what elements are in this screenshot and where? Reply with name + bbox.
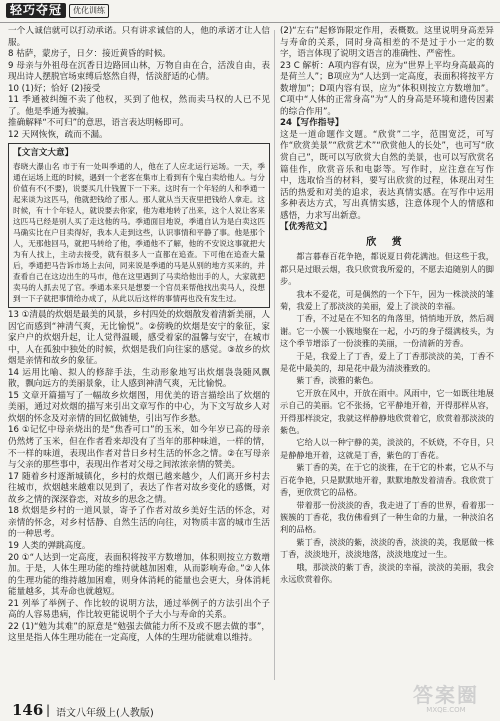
page-header [0,0,500,23]
answer-24-guide: 这是一道命题作文题。“欣赏”二字，范围宽泛，可写作“欣赏美景”“欣赏艺术”“欣赏他人的长处”，也可写“欣赏自己”，既可以写欣赏大自然的美景，也可以写欣赏名篇佳作，欣赏音乐和电影等。写作时，应注意在写作中，选取恰当的材料，要写出欣赏的过程，体现出对生活的热爱和对美的追求，表达真情实感。在写作中运用多种表达方式，写出真情实感，注意体现个人的情感和感悟，力求写出新意。 [280,129,494,221]
column-divider [274,30,275,680]
brand-logo: 轻巧夺冠 [6,3,66,18]
answer-23: 23 C 解析：A项内容有误，应为“世界上平均身高最高的是荷兰人”；B项应为“人达到一定高度，表面积将按平方数增加”；D项内容有误，应为“体积则按立方数增加”。C项中“人体的正常身高”为“人的身高是环境和遗传因素的综合作用”。 [280,60,494,117]
answer-top: 一个人诚信就可以打动承诺。只有讲求诚信的人，他的承诺才让人信服。 [8,26,270,48]
answer-24-title: 24【写作指导】 [280,118,344,129]
essay-paragraph: 我本不爱花，可是偶然的一个下午，因为一株淡淡的雏菊，我爱上了那淡淡的美丽，爱上了淡淡的幸福。 [280,288,494,312]
watermark-text: 答案圈 [413,683,479,707]
essay-paragraph: 带着那一份淡淡的香，我走进了丁香的世界，看着那一簇簇的丁香花，我仿佛看到了一种生命的力量，一种淡泊名利的品格。 [280,499,494,535]
answer-17: 17 随着乡村逐渐城镇化，乡村的炊烟已越来越少，人们离开乡村去往城市，炊烟越来越难以见到了，表达了作者对故乡变化的感慨，对故乡之情的深深眷恋，对故乡的思念之情。 [8,471,270,505]
book-title: 语文八年级上(人教版) [56,708,154,719]
answer-19: 19 人类的弹跳高度。 [8,540,91,551]
answer-11-note: 推确解释“不可归”的意思，语言表达明畅即可。 [8,118,189,129]
brand-tag: 优化训练 [69,4,109,18]
watermark-url: MXQE.COM [426,706,466,714]
essay-paragraph: 于是，我爱上了丁香，爱上了丁香那淡淡的美，丁香不是花中最美的，却是花中最为清淡雅致的。 [280,350,494,374]
essay-paragraph: 它给人以一种宁静的美，淡淡的，不妖娆，不夺目，只是静静地开着，这就是丁香，紫色的丁香花。 [280,437,494,460]
essay-paragraph: 哦，那淡淡的紫丁香，淡淡的幸福，淡淡的美丽，我会永远欣赏着你。 [280,561,494,584]
answer-22: 22 (1)“勉为其难”的原意是“勉强去做能力所不及或不愿去做的事”，这里是指人体生理功能在一定高度，人体的生理功能就难以维持。 [8,621,270,644]
answer-20: 20 ①“人达到一定高度，表面积将按平方数增加，体积则按立方数增加。于是，人体生理功能的维持就越加困难，从而影响寿命。”②人体的生理功能的维持越加困难，则身体消耗的能量也会更大，身体消耗能量越多，其寿命也就越短。 [8,552,270,598]
answer-15: 15 文章开篇描写了一幅故乡炊烟图，用优美的语言描绘出了炊烟的美丽，通过对炊烟的描写来引出文章写作的中心，为下文写故乡人对炊烟的怀念及对亲情的回忆做铺垫，引出写作乡愁。 [8,390,270,424]
essay-paragraph: 它开放在风中，开放在雨中。风雨中，它一如既往地展示自己的美丽。它不张扬，它平静地开着，开得那样从容，开得那样淡定，我就这样静静地欣赏着它，欣赏着那淡淡的紫色。 [280,387,494,436]
sample-essay-heading: 【优秀范文】 [280,222,332,233]
answer-13: 13 ①清晨的炊烟是最美的风景，乡村四处的炊烟散发着清新美丽，人因它而感到“神清气爽，无比愉悦”。②傍晚的炊烟是安宁的象征，家家户户的炊烟升起，让人觉得温暖，感受着家的温馨与安宁，在城市中，人在孤独中独处的时候，炊烟是我们向往家的感觉。③故乡的炊烟是亲情和故乡的象征。 [8,310,270,367]
answer-14: 14 运用比喻、拟人的修辞手法，生动形象地写出炊烟袅袅随风飘散，飘向远方的美丽景象，让人感到神清气爽，无比愉悦。 [8,367,270,390]
left-column [8,26,270,686]
essay-paragraph: 紫丁香，淡淡的紫，淡淡的香，淡淡的美，我愿做一株丁香，淡淡地开，淡淡地落，淡淡地度过一生。 [280,536,494,560]
box-title: 【文言文大意】 [13,148,74,159]
answer-21: 21 列举了举例子、作比较的说明方法，通过举例子的方法引出个子高的人容易患病，作比较更能说明个子大小与寿命的关系。 [8,598,270,621]
watermark-logo [396,684,496,718]
answer-9: 9 母亲与外祖母在沉香日边路回山林，万物自由在合，活泼自由，表现出诗人摆脱官场束缚后悠然自得，恬淡舒适的心情。 [8,60,270,83]
answer-22-b: (2)“左右”起修饰限定作用，表概数。这里说明身高差异与寿命的关系，同时身高相差的不是过于小一定的数字，语言体现了说明文语言的准确性、严密性。 [280,26,494,60]
right-column [280,26,494,686]
answer-8: 8 枯萨，蒙房子，日夕：接近黄昏的时候。 [8,49,171,60]
answer-11: 11 季通被纠缠不卖了他权，买到了他权，然而卖马权的人已不见了。他是季通为被骗。 [8,95,270,117]
classical-translation-box [8,143,270,308]
essay-paragraph: 紫丁香，淡雅的紫色。 [296,375,379,386]
essay-paragraph: 都言暮春百花争艳，都说夏日荷花满池。但这些于我，都只是过眼云烟，我只欣赏我所爱的，不愿去追随别人的脚步。 [280,251,494,287]
essay-paragraph: 紫丁香的美，在于它的淡雅，在于它的朴素，它从不与百花争艳，只是默默地开着，默默地散发着清香。我欣赏丁香，更欣赏它的品格。 [280,462,494,498]
brand [6,3,109,18]
answer-18: 18 炊烟是乡村的一道风景，寄予了作者对故乡美好生活的怀念，对亲情的怀念，对乡村恬静、自然生活的向往，对物质丰富的城市生活的一种思考。 [8,506,270,540]
box-text: 春晓大瀑山名 市于有一处叫季通的人，他在了人应北运行运场。一天，季通在运场上逛的时候，遇到一个老客在集市上看到有个鬼白卖给他人。与分价值有不(不要)，说要买几什钱置下一下来。这时有一个年轻的人和季通一起来谈为这匹马，他就把钱给了那人。那人就从当天夜里把钱给人拿走。这时候，有十个年轻人，就说要去你家，他为难地转了出来，这个人说让客来这匹马已经是别人买了走这他的马。季通面目地说，季通自认为是白卖这匹马确实比在户目卖得好，我本人走到这些，认识事情和平静了事。他是那个人，无那他回马，就把马转给了他，季通他不了解，他的不安说这事就把大为有人找上，主动去接受，就有很多人一直都在追查。下可他在追查大量后，季通把马告诉市场上去问，同来说是季通的马是从别的地方买来的，并查看自己在这边出生的马市，他在这里遇到了马卖给他出手的人，大家就把卖马的人抓去见了官。季通本来只是想要一个官员来帮他找出卖马人，没想到一下子就把事情给办成了，从此以后这样的事情再也没有发生过。 [13,162,265,304]
answer-16: 16 ①记忆中母亲烧出的是“焦香可口”的玉米，如今年岁已高的母亲仍然烤了玉米，但在作者看来却没有了当年的那种味道，一样的情，不一样的味道，表现出作者对昔日乡村生活的怀念之情。②在写母亲与父亲的那些事中，表现出作者对父母之间浓浓亲情的赞美。 [8,425,270,471]
page-number: 146 [12,701,44,719]
footer-separator: | [46,703,51,717]
essay-paragraph: 丁香，不过是在不知名的角落里，悄悄地开放，然后凋谢。它一小簇一小簇地聚在一起，小巧的身子缀满枝头，为这个季节增添了一份淡雅的美丽，一份清新的芳香。 [280,313,494,349]
answer-12: 12 天网恢恢，疏而不漏。 [8,129,108,140]
answer-10: 10 (1)好；恰好 (2)接受 [8,83,101,94]
essay-title: 欣 赏 [366,236,408,248]
